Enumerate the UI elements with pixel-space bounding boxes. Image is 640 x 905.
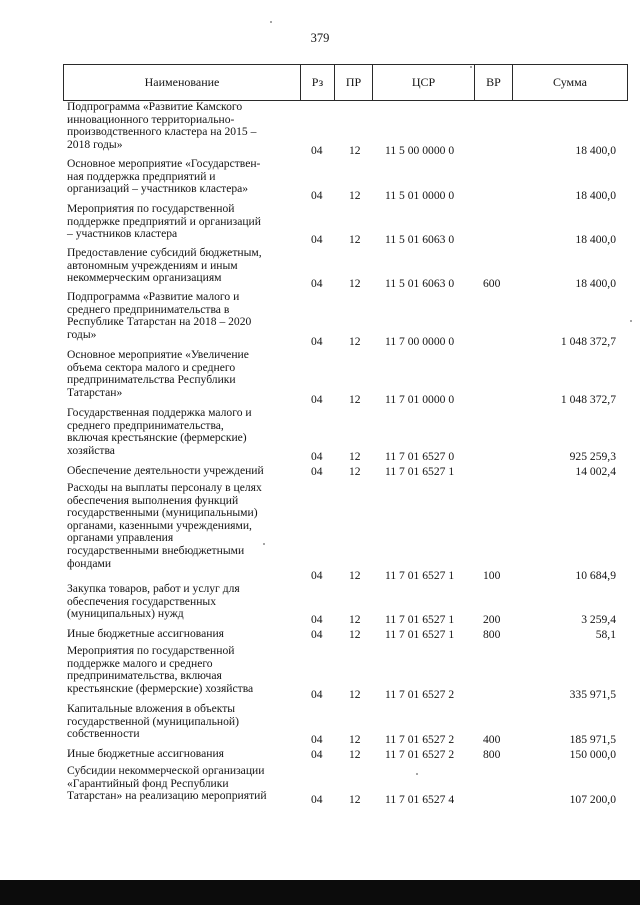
- row-csr: 11 7 01 6527 2: [385, 748, 455, 762]
- row-name: Мероприятия по государственной поддержке малого и среднего предпринимательства, включая крестьянские (фермерские) хозяйства: [67, 644, 254, 695]
- row-csr: 11 5 00 0000 0: [385, 144, 455, 158]
- table-row: [0, 247, 640, 291]
- scan-speck: [470, 66, 472, 68]
- row-csr: 11 7 01 6527 4: [385, 793, 455, 807]
- row-rz: 04: [311, 144, 323, 158]
- row-name: Основное мероприятие «Государствен- ная поддержка предприятий и организаций – участников кластера»: [67, 157, 261, 196]
- table-row: [0, 748, 640, 762]
- row-pr: 12: [349, 277, 361, 291]
- row-name: Подпрограмма «Развитие малого и среднего предпринимательства в Республике Татарстан на 2018 – 2020 годы»: [67, 290, 252, 341]
- row-name: Предоставление субсидий бюджетным, автономным учреждениям и иным некоммерческим организациям: [67, 246, 262, 285]
- row-sum: 18 400,0: [575, 277, 616, 291]
- header-name: Наименование: [144, 74, 220, 89]
- row-name: Расходы на выплаты персоналу в целях обеспечения выполнения функций государственными (муниципальными) органами, казенными учреждениями, органами управления государственными внебюджетными фондами: [67, 481, 262, 570]
- table-row: [0, 203, 640, 247]
- row-name: Обеспечение деятельности учреждений: [67, 464, 264, 477]
- scan-speck: [416, 773, 418, 775]
- header-vr: ВР: [486, 74, 501, 89]
- row-name: Субсидии некоммерческой организации «Гарантийный фонд Республики Татарстан» на реализацию мероприятий: [67, 764, 267, 803]
- row-csr: 11 7 01 6527 1: [385, 628, 455, 642]
- row-name: Иные бюджетные ассигнования: [67, 747, 224, 760]
- scan-speck: [263, 543, 265, 545]
- table-row: [0, 101, 640, 158]
- table-right-border: [627, 64, 628, 100]
- row-csr: 11 7 01 6527 0: [385, 450, 455, 464]
- row-name: Закупка товаров, работ и услуг для обеспечения государственных (муниципальных) нужд: [67, 582, 240, 621]
- table-row: [0, 158, 640, 203]
- row-rz: 04: [311, 277, 323, 291]
- row-name: Мероприятия по государственной поддержке предприятий и организаций – участников кластера: [67, 202, 261, 241]
- page-number: 379: [310, 31, 330, 45]
- row-rz: 04: [311, 189, 323, 203]
- header-sum: Сумма: [553, 74, 587, 89]
- scan-speck: [270, 21, 272, 23]
- row-rz: 04: [311, 233, 323, 247]
- row-rz: 04: [311, 793, 323, 807]
- row-name: Государственная поддержка малого и среднего предпринимательства, включая крестьянские (фермерские) хозяйства: [67, 406, 252, 457]
- table-row: [0, 703, 640, 747]
- row-vr: 200: [483, 613, 501, 627]
- row-pr: 12: [349, 465, 361, 479]
- row-rz: 04: [311, 613, 323, 627]
- row-sum: 1 048 372,7: [560, 335, 616, 349]
- row-name: Основное мероприятие «Увеличение объема сектора малого и среднего предпринимательства Республики Татарстан»: [67, 348, 249, 399]
- row-sum: 1 048 372,7: [560, 393, 616, 407]
- row-sum: 150 000,0: [569, 748, 616, 762]
- row-pr: 12: [349, 688, 361, 702]
- row-rz: 04: [311, 748, 323, 762]
- row-csr: 11 5 01 0000 0: [385, 189, 455, 203]
- row-pr: 12: [349, 335, 361, 349]
- row-csr: 11 7 01 6527 1: [385, 569, 455, 583]
- table-row: [0, 628, 640, 642]
- table-row: [0, 291, 640, 349]
- row-pr: 12: [349, 144, 361, 158]
- header-csr: ЦСР: [411, 74, 436, 89]
- row-pr: 12: [349, 748, 361, 762]
- row-sum: 18 400,0: [575, 189, 616, 203]
- row-csr: 11 7 01 6527 2: [385, 733, 455, 747]
- row-name: Капитальные вложения в объекты государственной (муниципальной) собственности: [67, 702, 239, 741]
- row-rz: 04: [311, 733, 323, 747]
- table-row: [0, 482, 640, 583]
- row-pr: 12: [349, 733, 361, 747]
- row-sum: 925 259,3: [569, 450, 616, 464]
- row-rz: 04: [311, 569, 323, 583]
- row-pr: 12: [349, 613, 361, 627]
- row-csr: 11 7 00 0000 0: [385, 335, 455, 349]
- row-pr: 12: [349, 569, 361, 583]
- row-csr: 11 7 01 0000 0: [385, 393, 455, 407]
- row-vr: 100: [483, 569, 501, 583]
- row-rz: 04: [311, 393, 323, 407]
- row-csr: 11 7 01 6527 1: [385, 465, 455, 479]
- row-pr: 12: [349, 189, 361, 203]
- row-sum: 335 971,5: [569, 688, 616, 702]
- row-sum: 10 684,9: [575, 569, 616, 583]
- row-sum: 185 971,5: [569, 733, 616, 747]
- row-pr: 12: [349, 393, 361, 407]
- table-row: [0, 645, 640, 702]
- scan-speck: [630, 320, 632, 322]
- row-rz: 04: [311, 450, 323, 464]
- row-pr: 12: [349, 233, 361, 247]
- row-pr: 12: [349, 793, 361, 807]
- row-vr: 400: [483, 733, 501, 747]
- table-row: [0, 407, 640, 464]
- row-sum: 18 400,0: [575, 233, 616, 247]
- row-rz: 04: [311, 628, 323, 642]
- row-sum: 18 400,0: [575, 144, 616, 158]
- row-pr: 12: [349, 450, 361, 464]
- row-name: Подпрограмма «Развитие Камского инновационного территориально- производственного кластера на 2015 – 2018 годы»: [67, 100, 257, 151]
- row-vr: 800: [483, 748, 501, 762]
- header-rz: Рз: [311, 74, 324, 89]
- row-csr: 11 5 01 6063 0: [385, 277, 455, 291]
- scan-bottom-edge: [0, 880, 640, 905]
- row-rz: 04: [311, 688, 323, 702]
- row-vr: 800: [483, 628, 501, 642]
- row-rz: 04: [311, 465, 323, 479]
- table-row: [0, 765, 640, 807]
- row-vr: 600: [483, 277, 501, 291]
- table-row: [0, 349, 640, 407]
- row-sum: 3 259,4: [581, 613, 616, 627]
- table-row: [0, 583, 640, 627]
- row-csr: 11 5 01 6063 0: [385, 233, 455, 247]
- table-row: [0, 465, 640, 479]
- row-sum: 58,1: [595, 628, 616, 642]
- row-rz: 04: [311, 335, 323, 349]
- row-name: Иные бюджетные ассигнования: [67, 627, 224, 640]
- row-sum: 107 200,0: [569, 793, 616, 807]
- row-csr: 11 7 01 6527 1: [385, 613, 455, 627]
- row-csr: 11 7 01 6527 2: [385, 688, 455, 702]
- header-pr: ПР: [345, 74, 362, 89]
- row-pr: 12: [349, 628, 361, 642]
- row-sum: 14 002,4: [575, 465, 616, 479]
